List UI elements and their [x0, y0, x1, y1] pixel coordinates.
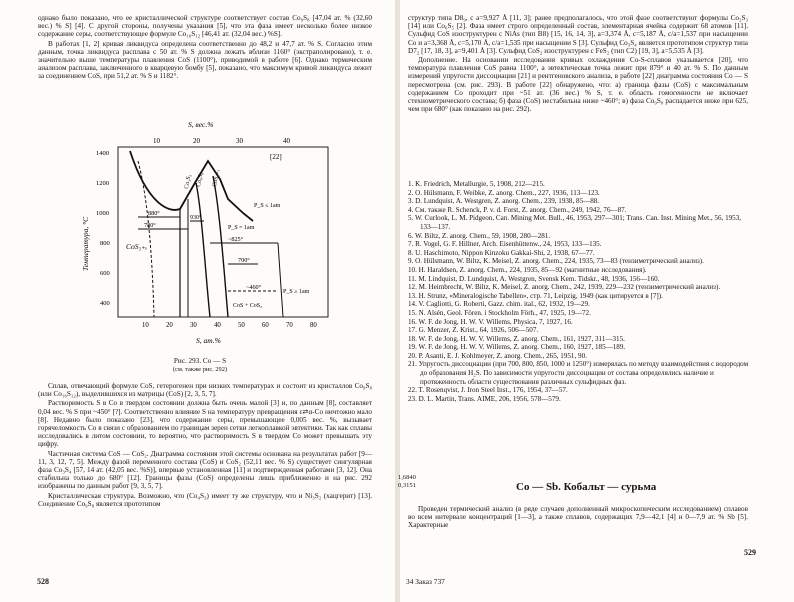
- page-number-right: 529: [744, 548, 756, 557]
- margin-note: [398, 474, 416, 489]
- reference-item: 2. O. Hülsmann, F. Weibke, Z. anorg. Chem., 227, 1936, 113—123.: [408, 188, 600, 197]
- top-tick-label: 40: [283, 137, 290, 145]
- reference-item: 13. H. Strunz, «Mineralogische Tabellen», стр. 71, Leipzig, 1949 (как цитируется в [7]).: [408, 291, 663, 300]
- reference-item: 6. W. Biltz, Z. anorg. Chem., 59, 1908, 280—281.: [408, 231, 551, 240]
- top-tick-label: 10: [153, 137, 160, 145]
- label-825: ~825°: [228, 236, 244, 243]
- reference-item: 10. H. Haraldsen, Z. anorg. Chem., 224, 1935, 85—92 (магнитные исследования).: [408, 265, 647, 274]
- dashed-curve: [138, 161, 154, 317]
- reference-item: 5. W. Curlook, L. M. Pidgeon, Can. Mining Met. Bull., 46, 1953, 297—301; Trans. Can. Inst. Mining Met., 56, 1953, 133—137.: [408, 214, 742, 231]
- paragraph: однако было показано, что ее кристаллической структуре соответствует состав Co₉S₈ [47,04 ат. % (32,60 вес.) % S] [4]. С другой стороны, получены указания [5], что эта фаза имеет несколько более низкое содержание серы, соответствующее формуле Co₁₆S₁₂ [46,41 ат. (32,04 вес.) %S].: [38, 14, 372, 39]
- paragraph: Растворимость S в Co в твердом состоянии должна быть очень малой [3] и, по данным [8], составляет 0,04 вес. % S при ~450° [?]. Соответственно влияние S на температуру превращения ε⇄α-Co ничтожно мало [8]. Недавно было показано [23], что содержание серы, превышающее 0,005 вес. %, вызывает горячеломкость Co в связи с образованием по границам зерен сетки легкоплавкой эвтектики. Так как сплавы исследовались в литом состоянии, то вероятно, что растворимость S в твердом Co может превышать эту цифру.: [38, 399, 372, 449]
- caption-subtitle: (см. также рис. 292): [172, 365, 228, 373]
- label-cos1x: CoS₁₊ₓ: [212, 169, 221, 188]
- reference-item: 7. R. Vogel, G. F. Hillner, Arch. Eisenhüttenw., 24, 1953, 133—135.: [408, 240, 602, 249]
- margin-value: 1,6840: [398, 474, 416, 481]
- paragraph: В работах [1, 2] кривая ликвидуса определена соответственно до 48,2 и 47,7 ат. % S. Согласно этим данным, точка ликвидуса расплава с 50 ат. % S должна лежать вблизи 1160° (экстраполировано), т. е. значительно выше температуры плавления CoS (1100°), приводимой в работе [6]. Однако термическим анализом расплава, заключенного в кварцевую бомбу [5], показано, что максимум кривой ликвидуса лежит за соединением CoS, при 51,2 ат. % S и 1182°.: [38, 39, 372, 81]
- label-co3s2: Cо₃S₂: [184, 173, 193, 190]
- reference-item: 15. N. Alsén, Geol. Fören. i Stockholm Förh., 47, 1925, 19—72.: [408, 308, 591, 317]
- reference-item: 22. T. Rosenqvist, J. Iron Steel Inst., 176, 1954, 37—57.: [408, 386, 568, 395]
- margin-value: 0,3151: [398, 481, 416, 489]
- bottom-tick-label: 50: [238, 322, 245, 329]
- reference-item: 20. P. Asanti, E. J. Kohlmeyer, Z. anorg. Chem., 265, 1951, 90.: [408, 351, 587, 360]
- reference-item: 11. M. Lindquist, D. Lundquist, A. Westgren, Svensk Kem. Tidskr., 48, 1936, 156—160.: [408, 274, 660, 283]
- phase-boundary-line: [213, 176, 228, 317]
- label-930: 930°: [190, 215, 202, 221]
- reference-item: 14. V. Cagliotti, G. Roberti, Gazz. chim. ital., 62, 1932, 19—29.: [408, 300, 590, 309]
- label-880: 880°: [148, 210, 160, 217]
- label-pressure-3: P_S ≥ 1am: [283, 289, 310, 295]
- paragraph: структур типа D8₉, с a=9,927 Å [11, 3]; ранее предполагалось, что этой фазе соответствуют формулы Co₂S₃ [14] или Co₆S₅ [2]. Фаза имеет строго определенный состав, элементарная ячейка содержит 68 атомов [11]. Сульфид CoS изоструктурен с NiAs (тип B8) [15, 16, 14, 3], a=3,374 Å, c=5,187 Å, c/a=1,537 при насыщении Co и a=3,368 Å, c=5,170 Å, c/a=1,535 при насыщении S [3]. Сульфид Co₃S₄ является прототипом структур типа D7₂ [17, 18, 3], a=9,401 Å [3]. Сульфид CoS₂ изоструктурен с FeS₂ (тип C2) [19, 3], a=5,535 Å [3].: [408, 14, 748, 55]
- top-axis-label: S, вес.%: [188, 120, 214, 129]
- y-axis-label: Температура, °С: [81, 216, 90, 271]
- figure-caption: [120, 357, 280, 374]
- y-tick-label: 800: [100, 240, 110, 247]
- bottom-tick-label: 20: [166, 322, 173, 329]
- bottom-tick-label: 60: [262, 322, 269, 329]
- bottom-tick-label: 70: [286, 322, 293, 329]
- section-title: Co — Sb. Кобальт — сурьма: [516, 481, 657, 493]
- top-tick-label: 30: [236, 137, 243, 145]
- paragraph: Кристаллическая структура. Возможно, что (Co₄S₃) имеет ту же структуру, что и Ni₃S₂ (хацгерит) [13]. Соединение Co₉S₈ является прототипом: [38, 491, 372, 508]
- phase-boundary-line: [196, 183, 210, 317]
- label-pressure-2: P_S ≤ 1am: [254, 203, 281, 209]
- reference-item: 18. W. F. de Jong, H. W. V. Willems, Z. anorg. Chem., 161, 1927, 311—315.: [408, 334, 625, 343]
- bottom-axis-label: S, ат.%: [196, 336, 221, 345]
- references-list: [408, 180, 753, 403]
- paragraph: Сплав, отвечающий формуле CoS, гетерогенен при низких температурах и состоит из кристаллов Co₉S₈ (или Co₁₆S₁₂), выделившихся из матрицы (CoS) [2, 3, 5, 7].: [38, 382, 372, 399]
- y-tick-label: 600: [100, 270, 110, 277]
- figure-ref: [22]: [270, 153, 282, 161]
- bottom-tick-label: 40: [214, 322, 221, 329]
- reference-item: 19. W. F. de Jong, H. W. V. Willems, Z. anorg. Chem., 160, 1927, 185—189.: [408, 343, 626, 352]
- reference-item: 17. G. Menzer, Z. Krist., 64, 1926, 506—507.: [408, 326, 539, 335]
- reference-item: 3. D. Lundquist, A. Westgren, Z. anorg. Chem., 239, 1938, 85—88.: [408, 197, 600, 206]
- caption-title: Рис. 293. Co — S: [173, 357, 227, 365]
- right-bottom-text: [408, 505, 748, 531]
- right-top-text: [408, 14, 748, 114]
- reference-item: 16. W. F. de Jong, H. W. V. Willems, Physica, 7, 1927, 16.: [408, 317, 573, 326]
- label-co9s8: Co₉S₈: [196, 171, 205, 188]
- bottom-tick-label: 10: [142, 322, 149, 329]
- label-460: ~460°: [246, 284, 262, 291]
- label-cos-region: CoS₃₊ₓ: [126, 242, 148, 251]
- reference-item: 9. O. Hülsmann, W. Biltz, K. Meisel, Z. anorg. Chem., 224, 1935, 73—83 (тензиметрический анализ).: [408, 257, 704, 266]
- label-pressure-1: P_S = 1am: [228, 225, 255, 231]
- phase-boundary-line: [278, 243, 283, 317]
- phase-diagram-figure: [78, 121, 338, 356]
- label-700: 700°: [238, 257, 250, 264]
- reference-item: 4. См. также R. Schenck, P. v. d. Forst, Z. anorg. Chem., 249, 1942, 76—87.: [408, 205, 627, 214]
- paragraph: Дополнение. На основании исследования кривых охлаждения Co-S-сплавов указывается [20], что температура плавления CoS равна 1100°, а эвтектическая точка лежит при 879° и 40 ат. % S. По данным измерений упругости диссоциации [21] и рентгеновского анализа, в работе [22] диаграмма состояния Co — S пересмотрена (см. рис. 293). В работе [22] обнаружено, что: а) граница фазы (CoS) с максимальным содержанием Co проходит при ~51 ат. (36 вес.) % S, т. е. область гомогенности не включает стехиометрического состава; б) фаза (CoS) нестабильна ниже ~460°; в) фаза Co₉S₈ распадается ниже при 625, чем при 680° (как показано на рис. 292).: [408, 56, 748, 114]
- bottom-tick-label: 30: [190, 322, 197, 329]
- y-tick-label: 1400: [96, 150, 109, 157]
- y-tick-label: 1000: [96, 210, 109, 217]
- y-tick-label: 1200: [96, 180, 109, 187]
- label-780: 780°: [144, 222, 156, 229]
- right-page: [398, 0, 794, 602]
- reference-item: 8. U. Haschimoto, Nippon Kinzoku Gakkai-Shi, 2, 1938, 67—77.: [408, 248, 595, 257]
- print-order-note: 34 Заказ 737: [406, 577, 445, 586]
- reference-item: 12. M. Heimbrecht, W. Biltz, K. Meisel, Z. anorg. Chem., 242, 1939, 229—232 (тензиметрический анализ).: [408, 283, 721, 292]
- label-inner: CoS + CoS₂: [233, 303, 263, 309]
- left-top-text: [38, 14, 372, 82]
- reference-item: 23. D. L. Martin, Trans. AIME, 206, 1956, 578—579.: [408, 394, 561, 403]
- paragraph: Частичная система CoS — CoS₂. Диаграмма состояния этой системы основана на результатах работ [9—11, 3, 12, 7, 5]. Между фазой переменного состава (CoS) и CoS₂ (52,11 вес. % S) существует сингулярная фаза Co₃S₄ [57, 14 ат. (42,05 вес. %S)], впервые установленная [11] и подтвержденная работами [3, 12]. Она стабильна только до 680° [12]. Границы фазы (CoS) определены лишь приближенно и на рис. 292 изображены по данным работ [9, 3, 5, 7].: [38, 449, 372, 491]
- reference-item: 21. Упругость диссоциации (при 700, 800, 850, 1000 и 1250°) измерялась по методу взаимодействия с водородом до образования H₂S. По зависимости упругости диссоциации от состава определялись наличие и протяженность области существования различных сульфидных фаз.: [408, 360, 749, 386]
- reference-item: 1. K. Friedrich, Metallurgie, 5, 1908, 212—215.: [408, 180, 545, 188]
- page-number-left: 528: [37, 577, 49, 586]
- phase-diagram-svg: [78, 121, 338, 351]
- left-bottom-text: [38, 382, 372, 509]
- bottom-tick-label: 80: [310, 322, 317, 329]
- top-tick-label: 20: [193, 137, 200, 145]
- y-tick-label: 400: [100, 300, 110, 307]
- paragraph: Проведен термический анализ (в ряде случаев дополненный микроскопическим исследованием) сплавов во всем интервале концентраций [1—3], а также сплавов, содержащих 7,9—42,1 [4] и 0—7,9 ат. % Sb [5]. Характерные: [408, 505, 748, 530]
